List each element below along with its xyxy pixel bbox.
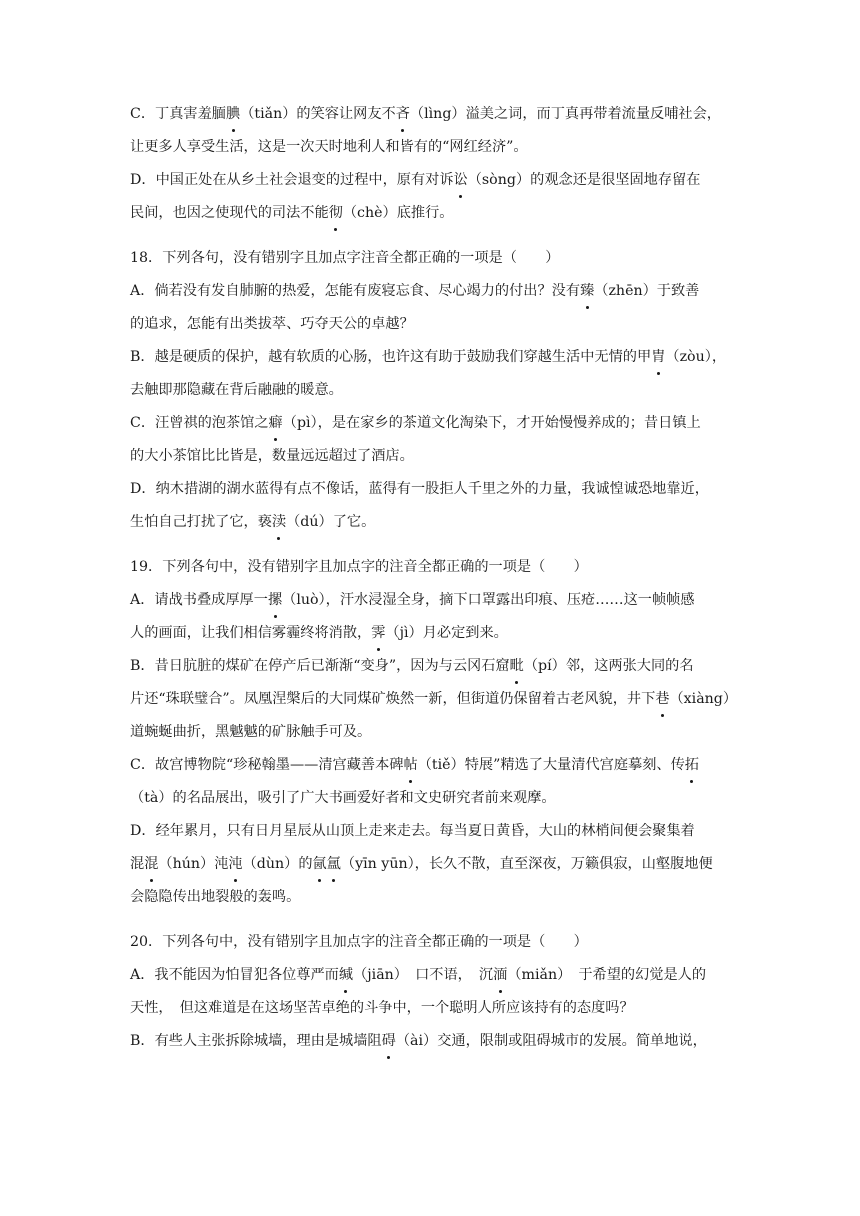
dotted-character: 毗 bbox=[510, 650, 524, 683]
text-run: 天性， 但这难道是在这场坚苦卓绝的斗争中，一个聪明人所应该持有的态度吗？ bbox=[130, 1000, 634, 1016]
text-run: B．昔日肮脏的煤矿在停产后已渐渐“变身”，因为与云冈石窟 bbox=[130, 658, 510, 674]
text-line bbox=[130, 164, 735, 197]
text-run: （chè）底推行。 bbox=[342, 205, 454, 221]
question-stem bbox=[130, 242, 735, 275]
text-line bbox=[130, 506, 735, 539]
text-run: 片还“珠联璧合”。凤凰涅槃后的大同煤矿焕然一新，但街道仍保留着古老风貌，井下 bbox=[130, 691, 656, 707]
dotted-character: 拓 bbox=[685, 749, 699, 782]
text-run: （miǎn） 于希望的幻觉是人的 bbox=[507, 967, 707, 983]
text-line bbox=[130, 308, 735, 341]
text-line bbox=[130, 848, 735, 881]
text-run: （hún）沌 bbox=[158, 856, 229, 872]
text-run: A．我不能因为怕冒犯各位尊严而 bbox=[130, 967, 339, 983]
text-run: D．经年累月，只有日月星辰从山顶上走来走去。每当夏日黄昏，大山的林梢间便会聚集着 bbox=[130, 823, 695, 839]
dotted-character: 霁 bbox=[371, 617, 385, 650]
text-run: 人的画面，让我们相信雾霾终将消散， bbox=[130, 625, 372, 641]
dotted-character: 沌 bbox=[228, 848, 242, 881]
text-run: （dùn）的 bbox=[242, 856, 313, 872]
text-line bbox=[130, 815, 735, 848]
question-stem bbox=[130, 926, 735, 959]
text-run: （lìng）溢美之词，而丁真再带着流量反哺社会， bbox=[409, 106, 721, 122]
dotted-character: 胄 bbox=[651, 341, 665, 374]
text-run: D．中国正处在从乡土社会退变的过程中，原有对诉 bbox=[130, 172, 454, 188]
text-run: （tiě）特展”精选了大量清代宫庭摹刻、传 bbox=[417, 757, 685, 773]
question-gap bbox=[130, 914, 735, 926]
answer-option bbox=[130, 815, 735, 914]
answer-option bbox=[130, 749, 735, 815]
text-run: （luò），汗水浸湿全身，摘下口罩露出印痕、压疮……这一帧帧感 bbox=[282, 592, 695, 608]
dotted-character: 巷 bbox=[655, 683, 669, 716]
text-run: （jì）月必定到来。 bbox=[385, 625, 508, 641]
dotted-character: 渎 bbox=[272, 506, 286, 539]
text-line bbox=[130, 749, 735, 782]
text-run: B．越是硬质的保护，越有软质的心肠，也许这有助于鼓励我们穿越生活中无情的甲 bbox=[130, 349, 652, 365]
text-run: 让更多人享受生活，这是一次天时地利人和皆有的“网红经济”。 bbox=[130, 139, 528, 155]
text-line bbox=[130, 992, 735, 1025]
text-run: 道蜿蜒曲折，黑魆魆的矿脉触手可及。 bbox=[130, 724, 372, 740]
text-line bbox=[130, 926, 735, 959]
dotted-character-part: 氲 bbox=[327, 848, 341, 881]
dotted-character: 湎 bbox=[493, 959, 507, 992]
text-run: C．故宫博物院“珍秘翰墨——清宫藏善本碑 bbox=[130, 757, 404, 773]
text-line bbox=[130, 98, 735, 131]
text-run: （tiǎn）的笑容让网友不 bbox=[240, 106, 396, 122]
dotted-character: 吝 bbox=[396, 98, 410, 131]
text-run: （ài）交通，限制或阻碍城市的发展。简单地说， bbox=[395, 1033, 707, 1049]
text-line bbox=[130, 683, 738, 716]
text-run: （jiān） 口不语， 沉 bbox=[353, 967, 494, 983]
answer-option bbox=[130, 164, 735, 230]
dotted-character: 腆 bbox=[226, 98, 240, 131]
text-run: 会隐隐传出地裂般的轰鸣。 bbox=[130, 889, 301, 905]
text-line bbox=[130, 407, 735, 440]
text-run: A．倘若没有发自肺腑的热爱，怎能有废寝忘食、尽心竭力的付出？没有 bbox=[130, 283, 581, 299]
text-run: （yīn yūn），长久不散，直至深夜，万籁俱寂，山壑腹地便 bbox=[340, 856, 713, 872]
dotted-character: 癖 bbox=[269, 407, 283, 440]
text-line bbox=[130, 131, 735, 164]
dotted-character: 缄 bbox=[339, 959, 353, 992]
text-run: （pì），是在家乡的茶道文化淘染下，才开始慢慢养成的；昔日镇上 bbox=[282, 415, 701, 431]
text-run: 19．下列各句中，没有错别字且加点字的注音全都正确的一项是（ ） bbox=[130, 559, 588, 575]
text-line bbox=[130, 440, 735, 473]
text-line bbox=[130, 473, 735, 506]
text-run: B．有些人主张拆除城墙，理由是城墙阻 bbox=[130, 1033, 382, 1049]
text-run: （sòng）的观念还是很坚固地存留在 bbox=[467, 172, 701, 188]
text-run: C．丁真害羞腼 bbox=[130, 106, 226, 122]
text-run: （zhēn）于致善 bbox=[594, 283, 700, 299]
text-line bbox=[130, 959, 735, 992]
question-stem bbox=[130, 551, 735, 584]
text-line bbox=[130, 551, 735, 584]
text-run: 混 bbox=[130, 856, 145, 872]
text-line bbox=[130, 782, 735, 815]
question-gap bbox=[130, 230, 735, 242]
dotted-character: 混 bbox=[144, 848, 158, 881]
document-page bbox=[130, 98, 738, 1058]
dotted-character: 臻 bbox=[580, 275, 594, 308]
text-run: （tà）的名品展出，吸引了广大书画爱好者和文史研究者前来观摩。 bbox=[130, 790, 556, 806]
text-run: 的大小茶馆比比皆是，数量远远超过了酒店。 bbox=[130, 448, 414, 464]
answer-option bbox=[130, 650, 738, 749]
answer-option bbox=[130, 1025, 735, 1058]
text-run: D．纳木措湖的湖水蓝得有点不像话，蓝得有一股拒人千里之外的力量，我诚惶诚恐地靠近， bbox=[130, 481, 709, 497]
text-run: C．汪曾祺的泡茶馆之 bbox=[130, 415, 269, 431]
question-gap bbox=[130, 539, 735, 551]
text-line bbox=[130, 242, 735, 275]
text-run: A．请战书叠成厚厚一 bbox=[130, 592, 268, 608]
text-run: 18．下列各句，没有错别字且加点字注音全都正确的一项是（ ） bbox=[130, 250, 560, 266]
dotted-character bbox=[313, 856, 341, 872]
text-line bbox=[130, 617, 735, 650]
dotted-character: 摞 bbox=[268, 584, 282, 617]
answer-option bbox=[130, 341, 735, 407]
answer-option bbox=[130, 407, 735, 473]
dotted-character: 彻 bbox=[329, 197, 343, 230]
text-line bbox=[130, 650, 735, 683]
text-run: 去触即那隐藏在背后融融的暖意。 bbox=[130, 382, 343, 398]
text-run: 的追求，怎能有出类拔萃、巧夺天公的卓越？ bbox=[130, 316, 414, 332]
dotted-character: 讼 bbox=[454, 164, 468, 197]
text-line bbox=[130, 275, 735, 308]
text-run: （zòu）， bbox=[665, 349, 727, 365]
text-run: 生怕自己打扰了它，亵 bbox=[130, 514, 272, 530]
text-line bbox=[130, 716, 735, 749]
text-line bbox=[130, 881, 735, 914]
text-line bbox=[130, 341, 735, 374]
dotted-character: 碍 bbox=[382, 1025, 396, 1058]
dotted-character-part: 氤 bbox=[313, 848, 327, 881]
dotted-character: 帖 bbox=[404, 749, 418, 782]
text-run: 20．下列各句中，没有错别字且加点字的注音全都正确的一项是（ ） bbox=[130, 934, 588, 950]
text-line bbox=[130, 197, 735, 230]
answer-option bbox=[130, 584, 735, 650]
answer-option bbox=[130, 959, 735, 1025]
text-run: （dú）了它。 bbox=[286, 514, 376, 530]
answer-option bbox=[130, 473, 735, 539]
answer-option bbox=[130, 98, 735, 164]
text-run: 民间，也因之使现代的司法不能 bbox=[130, 205, 329, 221]
text-run: （xiàng） bbox=[669, 691, 738, 707]
text-line bbox=[130, 584, 735, 617]
text-run: （pí）邻，这两张大同的名 bbox=[523, 658, 694, 674]
answer-option bbox=[130, 275, 735, 341]
text-line bbox=[130, 1025, 735, 1058]
text-line bbox=[130, 374, 735, 407]
